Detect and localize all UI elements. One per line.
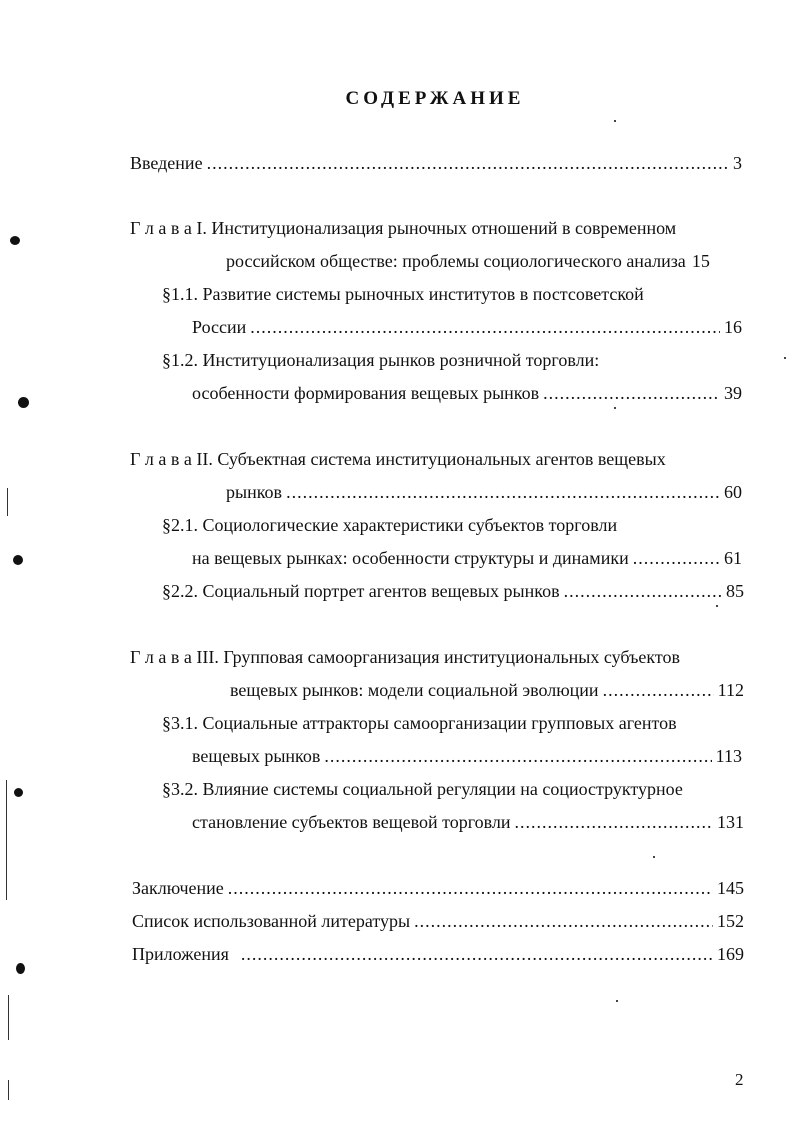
toc-label: рынков [226,482,283,502]
toc-label: вещевых рынков [192,746,321,766]
leader-dots [241,943,713,965]
toc-page: 85 [726,581,744,601]
toc-label: особенности формирования вещевых рынков [192,383,540,403]
toc-entry-section-3-2[interactable] [192,811,744,833]
toc-page: 61 [724,548,742,568]
toc-entry-section-2-1[interactable] [192,547,742,569]
leader-dots [228,877,713,899]
toc-page: 145 [717,878,744,898]
scan-speck [614,120,616,122]
toc-page: 152 [717,911,744,931]
toc-label: на вещевых рынках: особенности структуры и динамики [192,548,629,568]
section-1-1-line1: §1.1. Развитие системы рыночных институтов в постсоветской [162,284,644,304]
toc-page: 131 [717,812,744,832]
toc-entry-section-3-1[interactable] [192,745,742,767]
toc-entry-chapter-3[interactable] [230,679,744,701]
scan-speck [614,407,616,409]
toc-entry-intro[interactable] [130,152,742,174]
leader-dots [633,547,720,569]
toc-entry-section-2-2[interactable] [162,580,744,602]
leader-dots [515,811,713,833]
punch-hole-mark [18,397,29,408]
toc-page: 16 [724,317,742,337]
section-3-1-line1: §3.1. Социальные аттракторы самоорганизации групповых агентов [162,713,677,733]
punch-hole-mark [13,555,23,565]
leader-dots [250,316,720,338]
leader-dots [286,481,720,503]
page-number: 2 [735,1070,744,1089]
chapter-2-title-line1: Г л а в а II. Субъектная система институциональных агентов вещевых [130,449,666,469]
toc-page: 112 [717,680,744,700]
chapter-3-title-line1: Г л а в а III. Групповая самоорганизация институциональных субъектов [130,647,681,667]
scan-speck [616,1000,618,1002]
section-1-2-line1: §1.2. Институционализация рынков розничной торговли: [162,350,600,370]
toc-page: 169 [717,944,744,964]
scan-speck [653,856,655,858]
toc-page: 113 [715,746,742,766]
toc-entry-chapter-1[interactable] [226,250,742,272]
margin-line [8,1080,9,1100]
toc-label: Приложения [132,944,229,964]
leader-dots [603,679,714,701]
toc-entry-section-1-2[interactable] [192,382,742,404]
punch-hole-mark [10,236,20,245]
toc-page: 15 [691,251,710,271]
chapter-1-title-line1: Г л а в а I. Институционализация рыночных отношений в современном [130,218,677,238]
toc-page: 39 [724,383,742,403]
toc-label: Список использованной литературы [132,911,411,931]
toc-entry-chapter-2[interactable] [226,481,742,503]
leader-dots [414,910,713,932]
toc-label: Введение [130,153,203,173]
scan-speck [784,357,786,359]
toc-page: 60 [724,482,742,502]
scan-speck [716,605,718,607]
page-title: СОДЕРЖАНИЕ [345,88,525,109]
leader-dots [564,580,722,602]
toc-label: становление субъектов вещевой торговли [192,812,511,832]
margin-line [7,488,8,516]
toc-label: Заключение [132,878,224,898]
margin-line [8,995,9,1040]
toc-entry-references[interactable] [132,910,744,932]
margin-line [6,780,7,900]
toc-label: России [192,317,247,337]
toc-entry-conclusion[interactable] [132,877,744,899]
punch-hole-mark [14,788,23,797]
toc-label: вещевых рынков: модели социальной эволюции [230,680,599,700]
leader-dots [324,745,711,767]
section-3-2-line1: §3.2. Влияние системы социальной регуляции на социоструктурное [162,779,683,799]
toc-entry-section-1-1[interactable] [192,316,742,338]
toc-entry-appendix[interactable] [132,943,744,965]
section-2-1-line1: §2.1. Социологические характеристики субъектов торговли [162,515,618,535]
toc-label: российском обществе: проблемы социологического анализа [226,251,686,271]
toc-page: 3 [733,153,742,173]
leader-dots [543,382,720,404]
toc-label: §2.2. Социальный портрет агентов вещевых рынков [162,581,560,601]
leader-dots [207,152,729,174]
punch-hole-mark [16,963,25,974]
